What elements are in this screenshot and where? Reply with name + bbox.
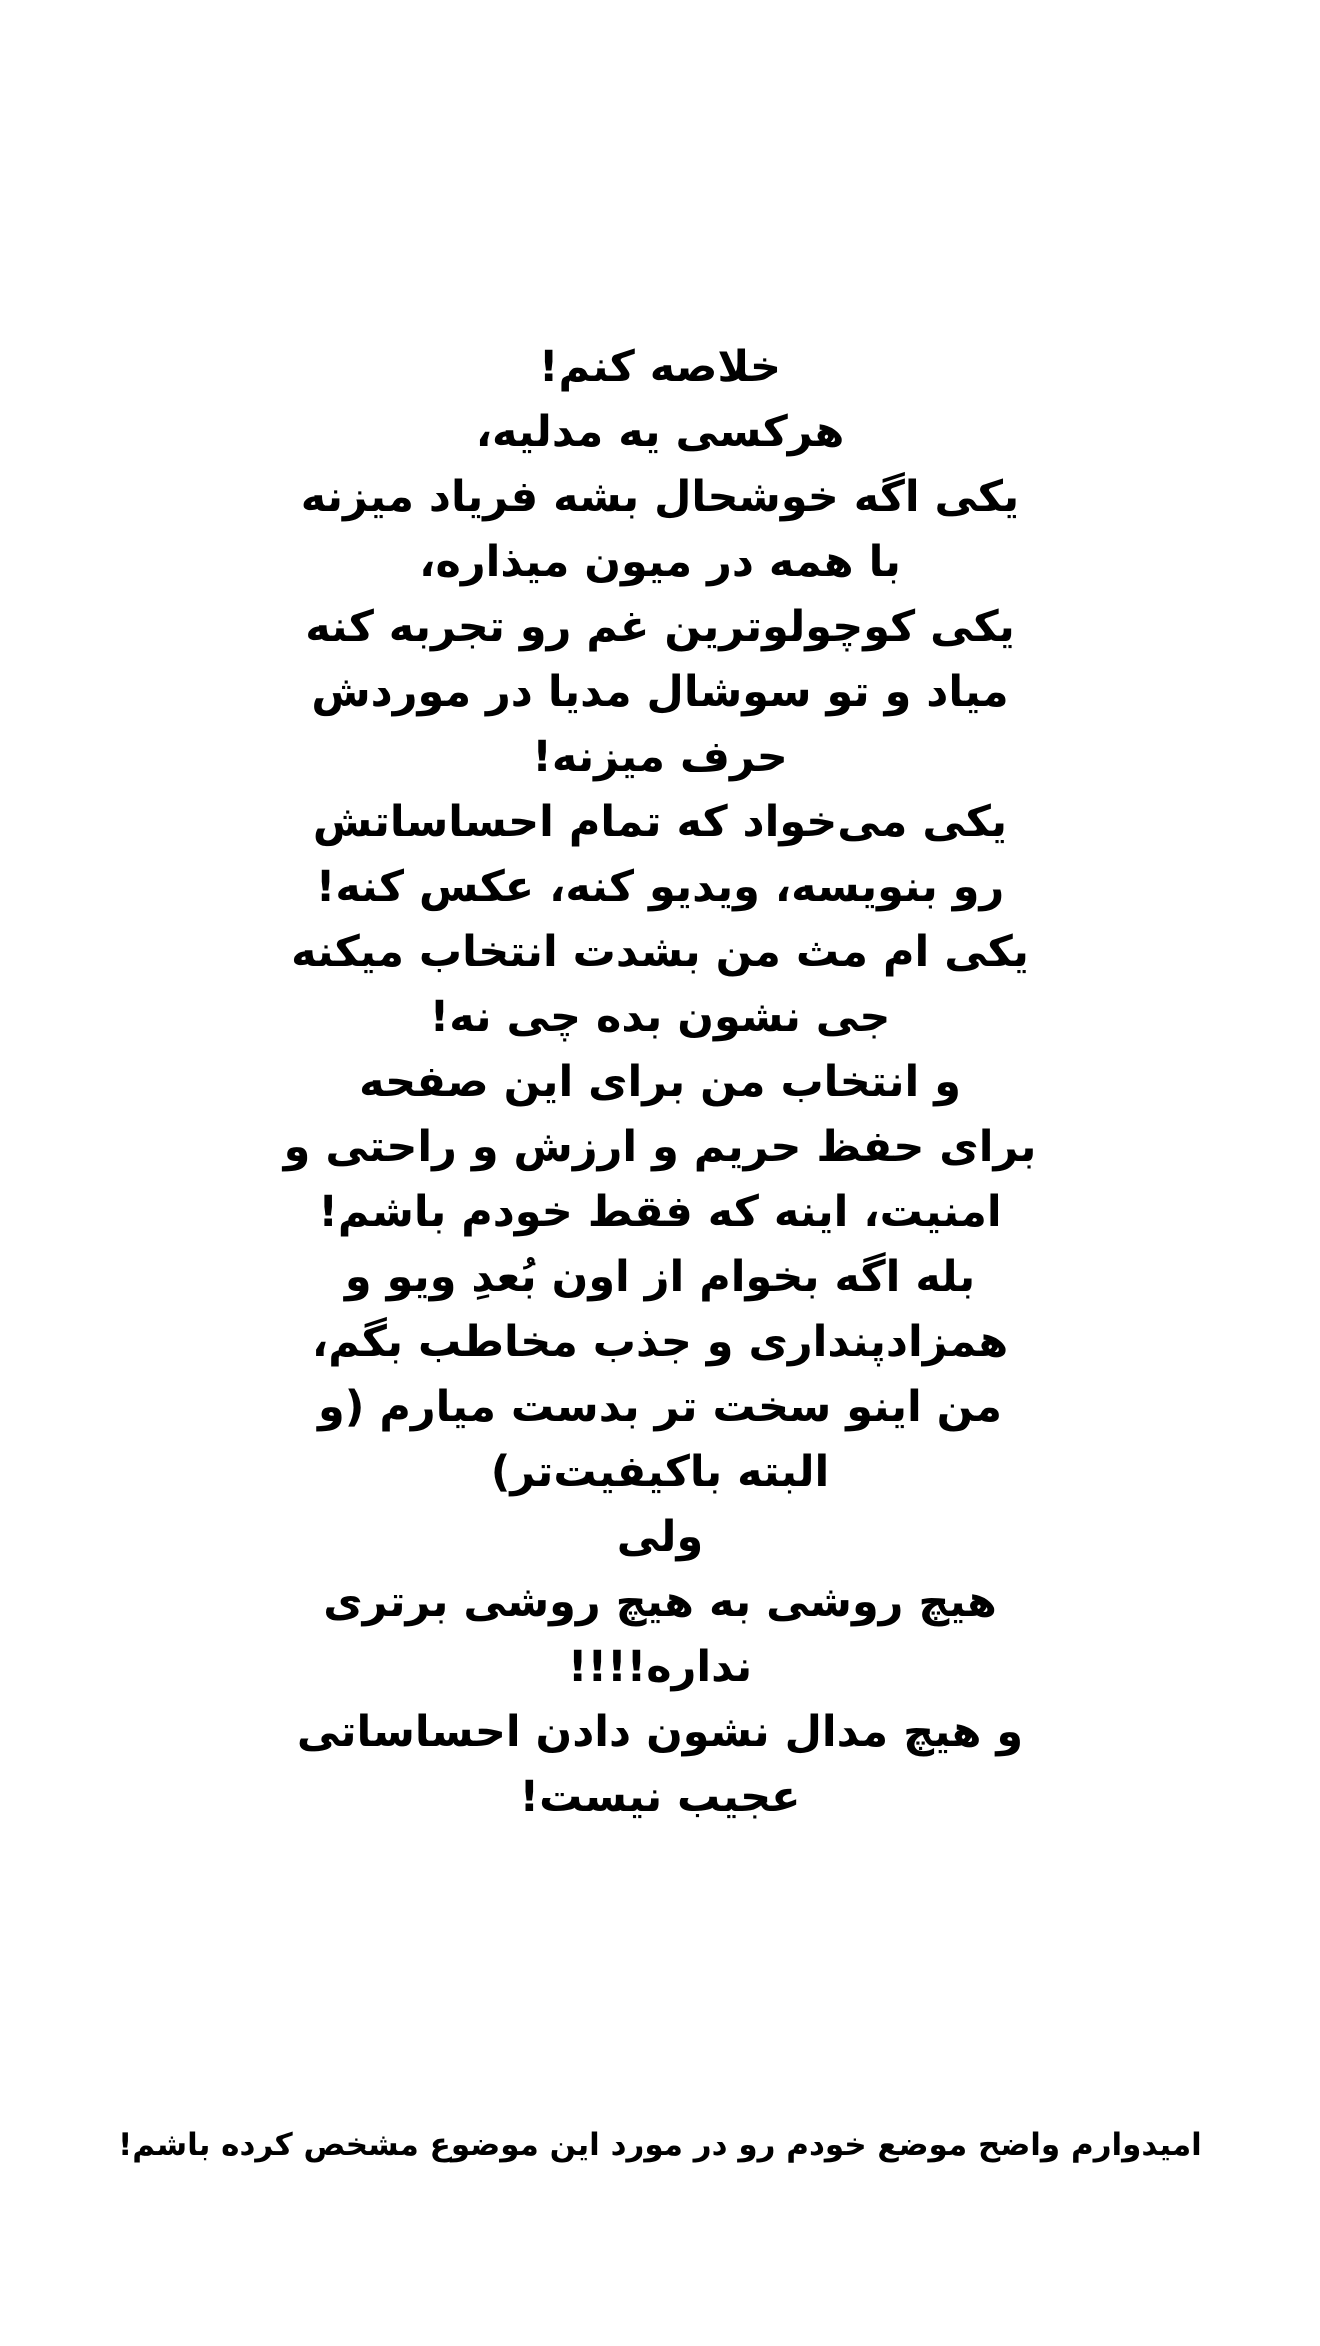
story-line: همزادپنداری و جذب مخاطب بگم، bbox=[311, 1317, 1009, 1367]
story-line: یکی کوچولوترین غم رو تجربه کنه bbox=[305, 602, 1015, 652]
story-line: یکی اگه خوشحال بشه فریاد میزنه bbox=[300, 472, 1020, 522]
story-line: ولی bbox=[616, 1512, 704, 1562]
story-line: خلاصه کنم! bbox=[538, 342, 782, 392]
story-line: البته باکیفیت‌تر) bbox=[490, 1447, 830, 1497]
story-main-text bbox=[160, 335, 1160, 1830]
story-line: با همه در میون میذاره، bbox=[419, 537, 901, 587]
story-line: عجیب نیست! bbox=[519, 1772, 801, 1822]
story-line: میاد و تو سوشال مدیا در موردش bbox=[311, 667, 1009, 717]
story-footer-text: امیدوارم واضح موضع خودم رو در مورد این موضوع مشخص کرده باشم! bbox=[118, 2127, 1202, 2163]
story-line: حرف میزنه! bbox=[532, 732, 788, 782]
story-line: بله اگه بخوام از اون بُعدِ ویو و bbox=[344, 1252, 976, 1302]
story-line: و انتخاب من برای این صفحه bbox=[359, 1057, 961, 1107]
story-line: امنیت، اینه که فقط خودم باشم! bbox=[318, 1187, 1002, 1237]
story-line: رو بنویسه، ویدیو کنه، عکس کنه! bbox=[315, 862, 1005, 912]
story-line: و هیچ مدال نشون دادن احساساتی bbox=[296, 1707, 1024, 1757]
story-line: من اینو سخت تر بدست میارم (و bbox=[318, 1382, 1002, 1432]
story-line: یکی می‌خواد که تمام احساساتش bbox=[312, 797, 1008, 847]
story-line: نداره!!!! bbox=[567, 1642, 753, 1692]
story-line: هرکسی یه مدلیه، bbox=[475, 407, 845, 457]
story-line: جی نشون بده چی نه! bbox=[429, 992, 891, 1042]
story-line: برای حفظ حریم و ارزش و راحتی و bbox=[283, 1122, 1037, 1172]
story-line: هیچ روشی به هیچ روشی برتری bbox=[323, 1577, 997, 1627]
story-line: یکی ام مث من بشدت انتخاب میکنه bbox=[291, 927, 1029, 977]
